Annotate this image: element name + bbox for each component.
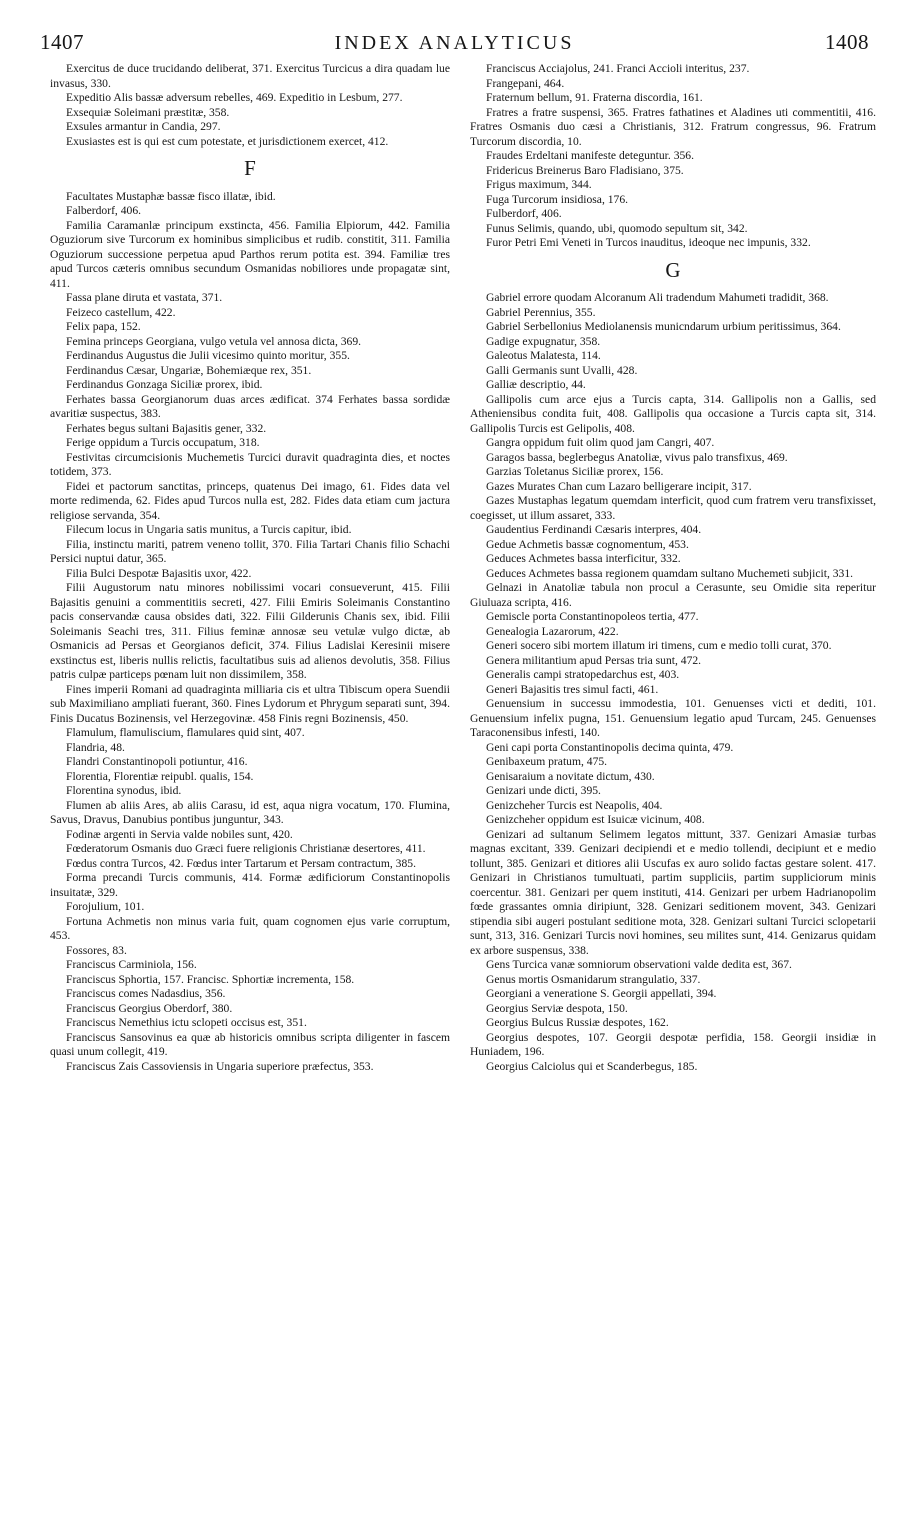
section-letter-f: F [244, 156, 256, 180]
index-entry: Galeotus Malatesta, 114. [486, 349, 601, 362]
index-entry: Gabriel Serbellonius Mediolanensis municndarum urbium peritissimus, 364. [486, 320, 841, 333]
index-entry: Geduces Achmetes bassa interficitur, 332. [486, 552, 681, 565]
index-entry: Gabriel Perennius, 355. [486, 305, 596, 319]
index-entry: Frangepani, 464. [486, 76, 565, 90]
index-entry: Genisaraium a novitate dictum, 430. [486, 769, 655, 783]
index-entry: Gabriel errore quodam Alcoranum Ali tradendum Mahumeti tradidit, 368. [486, 291, 829, 304]
index-entry: Generi socero sibi mortem illatum iri timens, cum e medio tolli curat, 370. [486, 639, 832, 652]
index-entry: Florentina synodus, ibid. [66, 784, 182, 797]
index-entry: Franciscus Carminiola, 156. [66, 958, 197, 971]
index-entry: Generi Bajasitis tres simul facti, 461. [486, 682, 659, 696]
page-header [40, 30, 869, 60]
index-entry: Franciscus Georgius Oberdorf, 380. [66, 1001, 233, 1015]
index-entry: Filia Bulci Despotæ Bajasitis uxor, 422. [66, 566, 252, 580]
index-entry: Festivitas circumcisionis Muchemetis Turcici duravit quadraginta dies, et noctes totidem, 373. [50, 450, 450, 478]
index-entry: Fœdus contra Turcos, 42. Fœdus inter Tartarum et Persam contractum, 385. [66, 856, 416, 870]
index-entry: Genera militantium apud Persas tria sunt, 472. [486, 653, 702, 667]
index-entry: Gangra oppidum fuit olim quod jam Cangri, 407. [486, 436, 715, 449]
index-entry: Flamulum, flamuliscium, flamulares quid sint, 407. [66, 726, 305, 739]
index-entry: Ferhates bassa Georgianorum duas arces ædificat. 374 Ferhates bassa sordidæ avaritiæ suspectus, 383. [50, 392, 450, 420]
index-entry: Frigus maximum, 344. [486, 178, 592, 191]
index-entry: Gadige expugnatur, 358. [486, 334, 601, 348]
index-entry: Gemiscle porta Constantinopoleos tertia, 477. [486, 610, 699, 623]
index-entry: Exsequiæ Soleimani præstitæ, 358. [66, 105, 230, 119]
index-entry: Fuga Turcorum insidiosa, 176. [486, 192, 629, 206]
index-entry: Gens Turcica vanæ somniorum observationi valde dedita est, 367. [486, 958, 792, 971]
index-entry: Forma precandi Turcis communis, 414. Formæ ædificiorum Constantinopolis insuitatæ, 329. [50, 871, 450, 899]
index-entry: Geni capi porta Constantinopolis decima quinta, 479. [486, 740, 734, 754]
index-entry: Fraudes Erdeltani manifeste deteguntur. 356. [486, 149, 694, 162]
index-entry: Felix papa, 152. [66, 320, 141, 333]
index-entry: Georgius Serviæ despota, 150. [486, 1001, 628, 1015]
index-entry: Gelnazi in Anatoliæ tabula non procul a Cerasunte, seu Omidie sita reperitur Giuluaza scripta, 416. [470, 581, 876, 609]
index-entry: Exercitus de duce trucidando deliberat, 371. Exercitus Turcicus a dira quadam lue invasus, 330. [50, 62, 450, 90]
index-entry: Ferdinandus Cæsar, Ungariæ, Bohemiæque rex, 351. [66, 363, 312, 377]
index-entry: Franciscus Nemethius ictu sclopeti occisus est, 351. [66, 1016, 307, 1029]
index-entry: Gedue Achmetis bassæ cognomentum, 453. [486, 537, 689, 551]
index-entry: Gaudentius Ferdinandi Cæsaris interpres, 404. [486, 523, 702, 536]
index-entry: Franciscus Sansovinus ea quæ ab historicis omnibus scripta diligenter in fascem quasi unum collegit, 419. [50, 1030, 450, 1058]
index-entry: Garzias Toletanus Siciliæ prorex, 156. [486, 465, 664, 478]
index-entry: Fidei et pactorum sanctitas, princeps, quatenus Dei imago, 61. Fides data vel morte redimenda, 62. Fides apud Turcos nulla est, 282. Fides data etiam cum jactura religiose servanda, 354. [50, 479, 450, 522]
index-entry: Filia, instinctu mariti, patrem veneno tollit, 370. Filia Tartari Chanis filio Schachi Persici nuptui datur, 365. [50, 537, 450, 565]
index-entry: Gallipolis cum arce ejus a Turcis capta, 314. Gallipolis non a Gallis, sed Atheniensibus condita fuit, 408. Gallipolis qua occasione a Turcis capta sit, 314. Gallipolis Turcis est Gelipolis, 408. [470, 392, 876, 435]
index-entry: Familia Caramanlæ principum exstincta, 456. Familia Elpiorum, 442. Familia Oguziorum sive Turcorum ex hominibus simplicibus et rudib. constitit, 311. Familia Oguziorum successione perpetua apud Parthos rerum potita est. 394. Familiæ tres apud Turcos cæteris omnibus secundum Osmanidas nobiliores unde propagatæ sint, 411. [50, 218, 450, 290]
index-entry: Ferhates begus sultani Bajasitis gener, 332. [66, 421, 267, 435]
index-entry: Fossores, 83. [66, 943, 127, 957]
index-entry: Genus mortis Osmanidarum strangulatio, 337. [486, 972, 701, 986]
index-entry: Ferdinandus Gonzaga Siciliæ prorex, ibid. [66, 378, 263, 391]
index-entry: Genizari ad sultanum Selimem legatos mittunt, 337. Genizari Amasiæ turbas magnas excitant, 339. Genizari decipiendi et e medio tollendi, decipiunt et e medio tollunt, 385. Genizari et ditiores alii Uscufas ex auro solido factas gestare solent. 417. Genizari in Christianos tumultuati, partim suppliciis, partim suppliciorum minis coercentur. 381. Genizari per quem instituti, 414. Genizari per urbem Hadrianopolim fœde grassantes omnia diripiunt, 328. Genizari seditionem movent, 343. Genizari stipendia sibi augeri postulant seditione mota, 328. Genizari sultani Turcici sclopetarii sunt, 313, 316. Genizari Turcis novi homines, seu milites sunt, 414. Genizarus quidam ex arbore suspensus, 338. [470, 827, 876, 957]
index-entry: Filecum locus in Ungaria satis munitus, a Turcis capitur, ibid. [66, 523, 352, 536]
index-entry: Generalis campi stratopedarchus est, 403. [486, 668, 680, 681]
index-entry: Genizcheher oppidum est Isuicæ vicinum, 408. [486, 813, 705, 826]
index-entry: Franciscus Sphortia, 157. Francisc. Sphortiæ incrementa, 158. [66, 972, 355, 986]
index-entry: Femina princeps Georgiana, vulgo vetula vel annosa dicta, 369. [66, 334, 362, 348]
index-entry: Exsules armantur in Candia, 297. [66, 120, 221, 133]
index-entry: Fulberdorf, 406. [486, 207, 562, 220]
index-entry: Georgius Bulcus Russiæ despotes, 162. [486, 1016, 669, 1029]
index-entry: Fodinæ argenti in Servia valde nobiles sunt, 420. [66, 827, 293, 841]
index-entry: Garagos bassa, beglerbegus Anatoliæ, vivus palo transfixus, 469. [486, 450, 788, 464]
index-entry: Fœderatorum Osmanis duo Græci fuere religionis Christianæ desertores, 411. [66, 842, 426, 855]
entries-e [50, 62, 450, 149]
index-entry: Funus Selimis, quando, ubi, quomodo sepultum sit, 342. [486, 221, 748, 235]
index-entry: Feizeco castellum, 422. [66, 305, 176, 319]
index-entry: Ferige oppidum a Turcis occupatum, 318. [66, 436, 260, 449]
entries-f [50, 190, 450, 1075]
index-entry: Geduces Achmetes bassa regionem quamdam sultano Muchemeti subjicit, 331. [486, 566, 854, 580]
index-entry: Gazes Murates Chan cum Lazaro belligerare incipit, 317. [486, 479, 752, 493]
index-entry: Florentia, Florentiæ reipubl. qualis, 154. [66, 769, 254, 783]
index-entry: Expeditio Alis bassæ adversum rebelles, 469. Expeditio in Lesbum, 277. [66, 91, 403, 104]
index-entry: Exusiastes est is qui est cum potestate, et jurisdictionem exercet, 412. [66, 134, 389, 148]
index-entry: Franciscus Acciajolus, 241. Franci Accioli interitus, 237. [486, 62, 750, 75]
index-entry: Georgius despotes, 107. Georgii despotæ perfidia, 158. Georgii insidiæ in Huniadem, 196. [470, 1030, 876, 1058]
index-entry: Flandri Constantinopoli potiuntur, 416. [66, 755, 248, 768]
right-page-number: 1408 [825, 30, 869, 54]
index-entry: Filii Augustorum natu minores nobilissimi vocari consueverunt, 415. Filii Bajasitis genuini a commentitiis secreti, 427. Filii Emiris Soleimanis Constantino pacis conservandæ causa obsides dati, 322. Filii Gilderunis Chanis sex, ibid. Filii Soleimanis Seachi tres, 311. Filius feminæ annosæ seu vetulæ vulgo dictæ, ab Osmanicis ad Persas et Georgianos deficit, 374. Filius Ladislai Keresinii misere exstinctus est, liberis nullis relictis, facultatibus suis ad alienos devolutis, 358. Filius patris culpæ particeps pœnam luit non dissimilem, 358. [50, 581, 450, 681]
entries-g [470, 291, 876, 1074]
index-entry: Facultates Mustaphæ bassæ fisco illatæ, ibid. [66, 189, 276, 203]
index-entry: Forojulium, 101. [66, 900, 145, 913]
index-entry: Georgius Calciolus qui et Scanderbegus, 185. [486, 1059, 698, 1073]
index-entry: Fassa plane diruta et vastata, 371. [66, 291, 223, 304]
index-entry: Furor Petri Emi Veneti in Turcos inauditus, ideoque nec impunis, 332. [486, 236, 811, 249]
index-entry: Genealogia Lazarorum, 422. [486, 624, 619, 638]
index-entry: Genuensium in successu immodestia, 101. Genuenses victi et dediti, 101. Genuensium infelix pugna, 151. Genuensium legatio apud Turcam, 245. Genuenses Taraconensibus infesti, 140. [470, 697, 876, 739]
index-entry: Fratres a fratre suspensi, 365. Fratres fathatines et Aladines uti commentitii, 416. Fratres Osmanis duo cæsi a Christianis, 312. Fratrum congressus, 96. Fratrum Turcorum discordia, 10. [470, 105, 876, 148]
entries-f-continued [470, 62, 876, 251]
index-entry: Gazes Mustaphas legatum quemdam interficit, quod cum fratrem veru transfixisset, coegisset, ut illum assaret, 333. [470, 494, 876, 522]
left-column [50, 62, 450, 1527]
index-entry: Fridericus Breinerus Baro Fladisiano, 375. [486, 163, 684, 177]
index-entry: Fines imperii Romani ad quadraginta milliaria cis et ultra Tibiscum opera Suendii sub Maximiliano ampliati fuerant, 360. Fines Lydorum et Phrygum separati sunt, 394. Finis Ducatus Bozinensis, vel Herzegovinæ. 458 Finis regni Bozinensis, 450. [50, 682, 450, 725]
index-entry: Genibaxeum pratum, 475. [486, 755, 608, 768]
right-column [470, 62, 876, 1527]
index-entry: Galli Germanis sunt Uvalli, 428. [486, 363, 638, 377]
section-letter-g: G [665, 257, 681, 282]
index-entry: Fraternum bellum, 91. Fraterna discordia, 161. [486, 91, 703, 104]
running-title: INDEX ANALYTICUS [334, 32, 575, 54]
index-entry: Franciscus Zais Cassoviensis in Ungaria superiore præfectus, 353. [66, 1059, 374, 1073]
index-entry: Galliæ descriptio, 44. [486, 378, 586, 391]
index-entry: Ferdinandus Augustus die Julii vicesimo quinto moritur, 355. [66, 349, 350, 362]
left-page-number: 1407 [40, 30, 84, 54]
index-entry: Georgiani a veneratione S. Georgii appellati, 394. [486, 987, 717, 1000]
index-entry: Flumen ab aliis Ares, ab aliis Carasu, id est, aqua nigra vocatum, 170. Flumina, Savus, Dravus, Danubius pontibus junguntur, 343. [50, 798, 450, 826]
index-entry: Franciscus comes Nadasdius, 356. [66, 987, 226, 1000]
index-entry: Flandria, 48. [66, 740, 125, 754]
index-entry: Genizari unde dicti, 395. [486, 784, 601, 797]
index-entry: Fortuna Achmetis non minus varia fuit, quam cognomen ejus varie corruptum, 453. [50, 914, 450, 942]
index-entry: Falberdorf, 406. [66, 204, 142, 217]
index-entry: Genizcheher Turcis est Neapolis, 404. [486, 798, 663, 812]
